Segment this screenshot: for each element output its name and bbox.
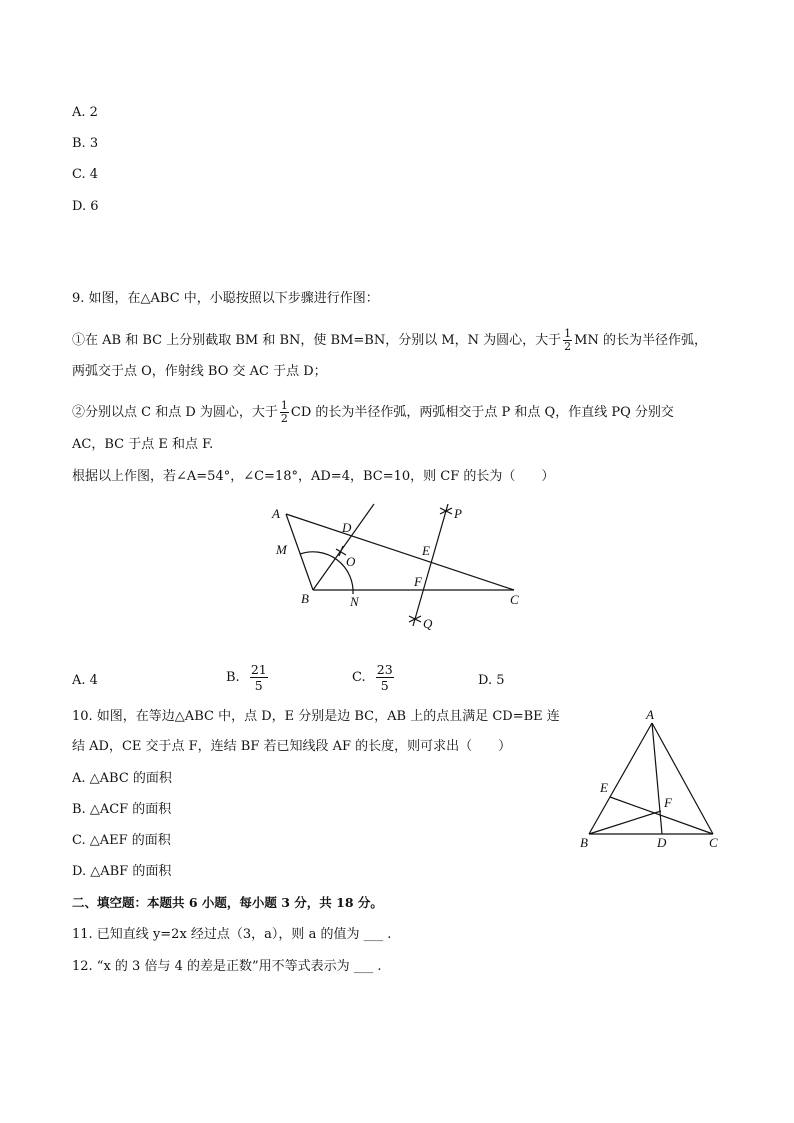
q9-triangle-figure [266, 500, 536, 635]
q8-option-a: A. 2 [72, 105, 98, 120]
label-a: A [646, 707, 654, 722]
ray-bo [313, 504, 374, 590]
label-f: F [664, 795, 672, 810]
q10-stem-line1: 10. 如图，在等边△ABC 中，点 D，E 分别是边 BC，AB 上的点且满足 CD=BE 连 [72, 709, 560, 724]
label-b: B [580, 835, 588, 850]
label-e: E [422, 543, 430, 558]
q8-option-b: B. 3 [72, 136, 99, 151]
label-c: C [709, 835, 718, 850]
q9-step2-line2: AC，BC 于点 E 和点 F. [72, 437, 214, 452]
fraction-numerator: 1 [280, 399, 288, 412]
label-a: A [272, 506, 280, 521]
fraction-numerator: 1 [564, 327, 572, 340]
label-d: D [657, 835, 667, 850]
label-p: P [454, 506, 462, 521]
q10-option-d: D. △ABF 的面积 [72, 864, 172, 879]
q9-step1-text-a: ①在 AB 和 BC 上分别截取 BM 和 BN，使 BM=BN，分别以 M，N 为圆心，大于 [72, 333, 562, 348]
q9-option-a: A. 4 [72, 673, 98, 688]
q12-text: 12. “x 的 3 倍与 4 的差是正数”用不等式表示为 ___ . [72, 959, 382, 974]
q9-step1-fraction [563, 328, 572, 353]
q10-option-a: A. △ABC 的面积 [72, 771, 172, 786]
q9-option-b [226, 662, 270, 693]
q10-equilateral-figure [572, 700, 732, 856]
section-heading-fill-in: 二、填空题：本题共 6 小题，每小题 3 分，共 18 分。 [72, 895, 383, 910]
label-m: M [276, 542, 287, 557]
line-pq [413, 504, 448, 626]
q9-condition: 根据以上作图，若∠A=54°，∠C=18°，AD=4，BC=10，则 CF 的长为（ ） [72, 469, 555, 484]
label-c: C [510, 592, 519, 607]
q10-stem-line2: 结 AD，CE 交于点 F，连结 BF 若已知线段 AF 的长度，则可求出（ ） [72, 739, 512, 754]
q9-option-d: D. 5 [478, 673, 505, 688]
label-q: Q [423, 616, 433, 631]
q9-option-c-fraction [376, 662, 394, 693]
q10-option-c: C. △AEF 的面积 [72, 833, 171, 848]
q8-option-d: D. 6 [72, 199, 99, 214]
fraction-numerator: 23 [376, 662, 393, 677]
q9-stem: 9. 如图，在△ABC 中，小聪按照以下步骤进行作图： [72, 291, 379, 306]
q9-option-b-fraction [250, 662, 268, 693]
fraction-denominator: 2 [280, 412, 288, 425]
q9-option-c [352, 662, 396, 693]
fraction-denominator: 2 [564, 340, 572, 353]
label-e: E [600, 780, 608, 795]
q9-step2-line1 [72, 400, 674, 425]
label-n: N [350, 594, 359, 609]
q9-step1-line1 [72, 328, 707, 353]
q9-step1-text-b: MN 的长为半径作弧， [574, 333, 707, 348]
q9-step2-text-b: CD 的长为半径作弧，两弧相交于点 P 和点 Q，作直线 PQ 分别交 [290, 405, 674, 420]
segment-ac [652, 723, 713, 834]
label-b: B [301, 591, 309, 606]
label-f: F [414, 574, 422, 589]
label-o: O [346, 554, 356, 569]
q11-text: 11. 已知直线 y=2x 经过点（3，a），则 a 的值为 ___ . [72, 927, 392, 942]
fraction-denominator: 5 [380, 678, 389, 693]
q9-step2-fraction [280, 400, 289, 425]
q9-step2-text-a: ②分别以点 C 和点 D 为圆心，大于 [72, 405, 278, 420]
q9-step1-line2: 两弧交于点 O，作射线 BO 交 AC 于点 D； [72, 364, 327, 379]
q9-option-b-prefix: B. [226, 670, 240, 685]
q8-option-c: C. 4 [72, 167, 99, 182]
fraction-denominator: 5 [254, 678, 263, 693]
fraction-numerator: 21 [250, 662, 267, 677]
q9-option-c-prefix: C. [352, 670, 366, 685]
label-d: D [342, 520, 352, 535]
q10-option-b: B. △ACF 的面积 [72, 802, 172, 817]
